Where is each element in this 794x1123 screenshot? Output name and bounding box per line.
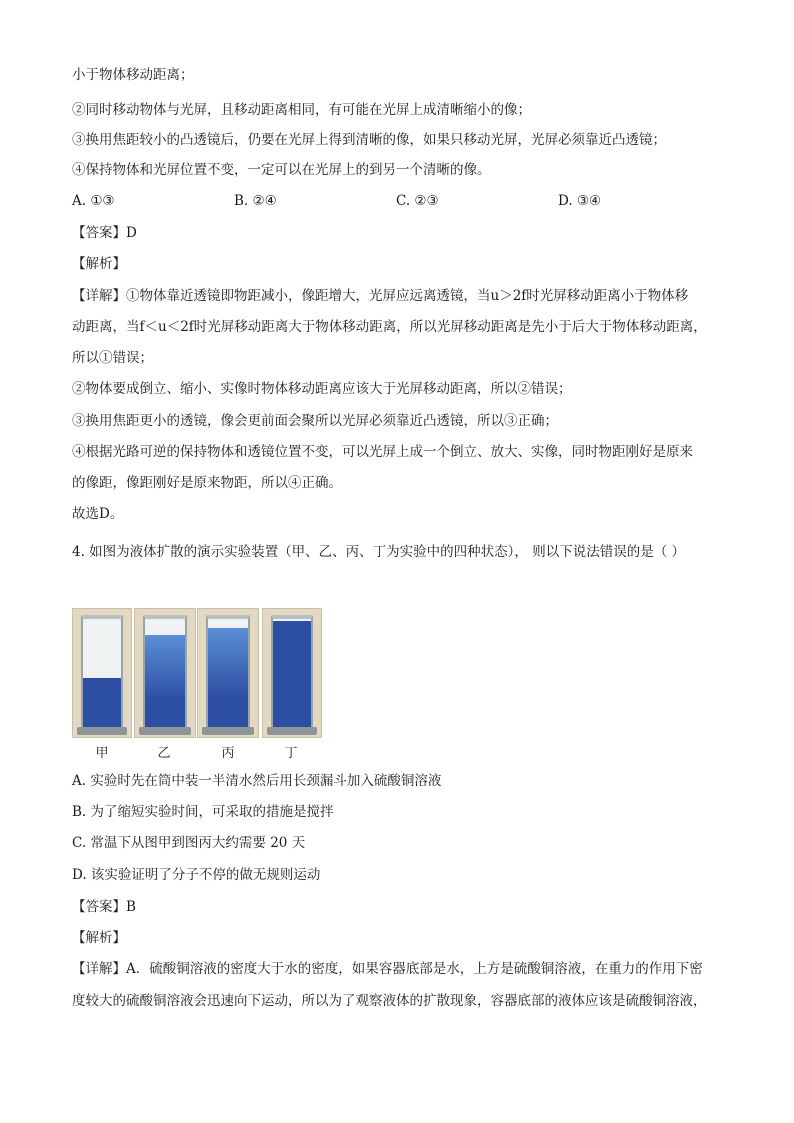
tube-yi bbox=[134, 608, 196, 738]
explanation-line: 动距离，当f＜u＜2f时光屏移动距离大于物体移动距离，所以光屏移动距离是先小于后大于物体移动距离， bbox=[72, 319, 707, 335]
analysis-label: 【解析】 bbox=[72, 256, 126, 272]
answer-label: 【答案】D bbox=[72, 225, 137, 241]
option-d-text: D. 该实验证明了分子不停的做无规则运动 bbox=[72, 867, 321, 883]
answer-options bbox=[72, 193, 732, 211]
figure-label-ding: 丁 bbox=[284, 746, 298, 761]
option-d: D. ③④ bbox=[558, 193, 602, 209]
text-line: ②同时移动物体与光屏，且移动距离相同，有可能在光屏上成清晰缩小的像； bbox=[72, 102, 531, 118]
answer-label: 【答案】B bbox=[72, 899, 136, 915]
explanation-line: ③换用焦距更小的透镜，像会更前面会聚所以光屏必须靠近凸透镜，所以③正确； bbox=[72, 413, 558, 429]
figure-label-bing: 丙 bbox=[221, 746, 235, 761]
cylinder-glass bbox=[143, 615, 187, 729]
cylinder-base bbox=[267, 727, 317, 735]
text-line: ③换用焦距较小的凸透镜后，仍要在光屏上得到清晰的像，如果只移动光屏，光屏必须靠近凸透镜； bbox=[72, 132, 666, 148]
option-c: C. ②③ bbox=[396, 193, 439, 209]
tube-jia bbox=[72, 608, 132, 738]
explanation-line: 度较大的硫酸铜溶液会迅速向下运动，所以为了观察液体的扩散现象，容器底部的液体应该是硫酸铜溶液， bbox=[72, 993, 707, 1009]
diffusion-figure bbox=[72, 608, 322, 761]
option-c-text: C. 常温下从图甲到图丙大约需要 20 天 bbox=[72, 835, 306, 851]
explanation-line: 【详解】A．硫酸铜溶液的密度大于水的密度，如果容器底部是水，上方是硫酸铜溶液，在重力的作用下密 bbox=[72, 961, 703, 977]
explanation-line: 所以①错误； bbox=[72, 350, 153, 366]
explanation-line: 的像距，像距刚好是原来物距，所以④正确。 bbox=[72, 475, 342, 491]
cylinder-glass bbox=[206, 615, 250, 729]
tube-bing bbox=[197, 608, 259, 738]
figure-label-yi: 乙 bbox=[157, 746, 171, 761]
analysis-label: 【解析】 bbox=[72, 930, 126, 946]
explanation-line: 【详解】①物体靠近透镜即物距减小，像距增大，光屏应远离透镜，当u＞2f时光屏移动距离小于物体移 bbox=[72, 288, 689, 304]
option-b: B. ②④ bbox=[234, 193, 277, 209]
option-a-text: A. 实验时先在筒中装一半清水然后用长颈漏斗加入硫酸铜溶液 bbox=[72, 773, 442, 789]
explanation-line: ④根据光路可逆的保持物体和透镜位置不变，可以光屏上成一个倒立、放大、实像，同时物距刚好是原来 bbox=[72, 444, 693, 460]
cylinder-glass bbox=[81, 615, 123, 729]
option-b-text: B. 为了缩短实验时间，可采取的措施是搅拌 bbox=[72, 804, 334, 820]
cylinder-base bbox=[202, 727, 254, 735]
liquid-layer bbox=[145, 635, 185, 727]
tube-ding bbox=[262, 608, 322, 738]
question-4-stem: 4. 如图为液体扩散的演示实验装置（甲、乙、丙、丁为实验中的四种状态）， 则以下说法错误的是（ ） bbox=[72, 544, 686, 560]
cylinder-base bbox=[139, 727, 191, 735]
cylinder-glass bbox=[271, 615, 313, 729]
figure-label-jia: 甲 bbox=[95, 746, 109, 761]
text-line: ④保持物体和光屏位置不变，一定可以在光屏上的到另一个清晰的像。 bbox=[72, 162, 491, 178]
option-a: A. ①③ bbox=[72, 193, 115, 209]
liquid-layer bbox=[273, 621, 311, 727]
liquid-layer bbox=[208, 628, 248, 727]
cylinder-base bbox=[77, 727, 127, 735]
explanation-line: ②物体要成倒立、缩小、实像时物体移动距离应该大于光屏移动距离，所以②错误； bbox=[72, 381, 572, 397]
text-line: 小于物体移动距离； bbox=[72, 67, 194, 83]
liquid-layer bbox=[83, 678, 121, 727]
conclusion-line: 故选D。 bbox=[72, 506, 124, 522]
